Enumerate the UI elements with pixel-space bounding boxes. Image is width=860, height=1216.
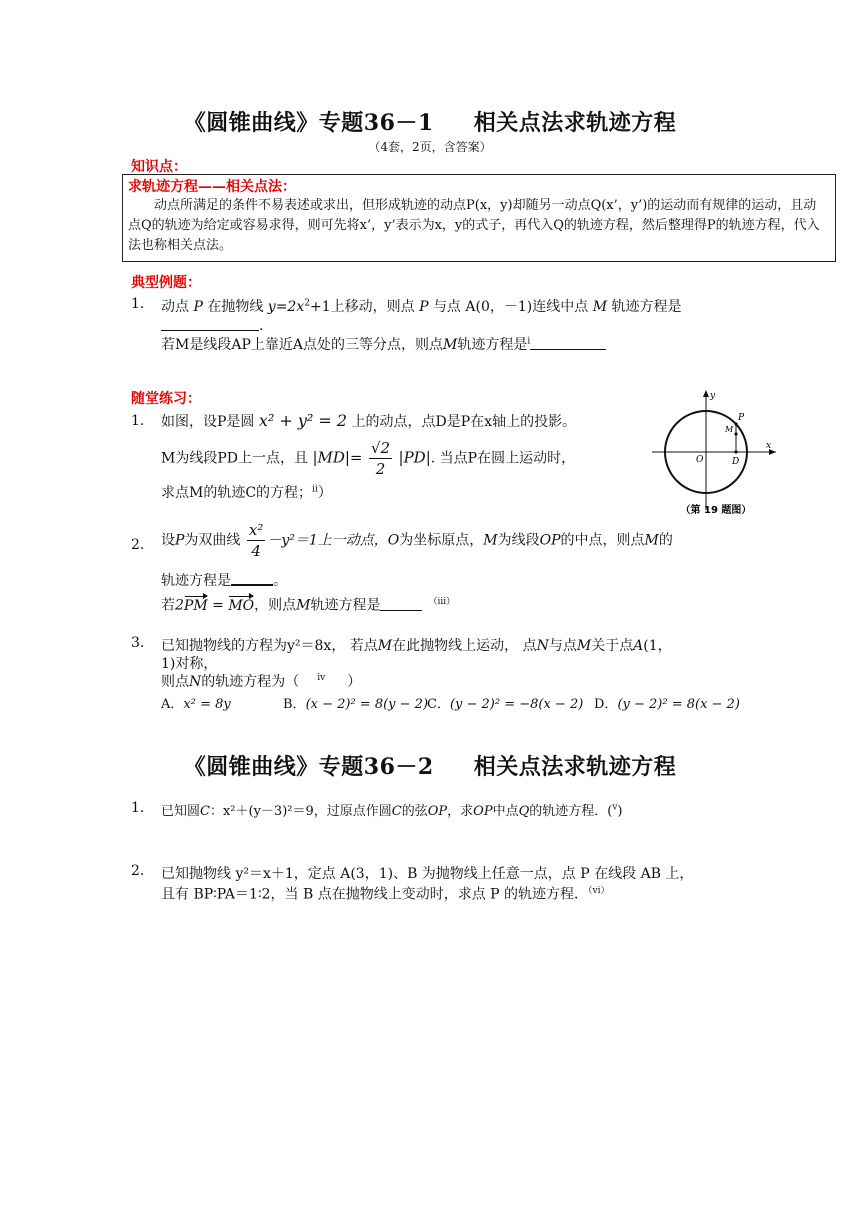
- knowledge-box: [122, 174, 836, 262]
- label-y: y: [710, 391, 716, 401]
- example-1-line-1: 动点 P 在抛物线 $y=2x^2+1$上移动，则点 P 与点 A(0，－1)连线中点 M 轨迹方程是: [161, 298, 682, 315]
- label-o: O: [696, 455, 704, 465]
- title-topic-2: 相关点法求轨迹方程: [473, 754, 677, 780]
- part2-q2-line-2: 且有 BP∶PA＝1∶2，当 B 点在抛物线上变动时，求点 P 的轨迹方程．$^{(vi)}$: [161, 886, 610, 903]
- knowledge-box-text: 动点所满足的条件不易表述或求出，但形成轨迹的动点P(x，y)却随另一动点Q(x’，y’)的运动而有规律的运动，且动点Q的轨迹为给定或容易求得，则可先将x’，y’表示为x，y的式子，再代入Q的轨迹方程，然后整理得P的轨迹方程，代入法也称相关点法。: [128, 198, 820, 253]
- practice-3-number: 3.: [131, 635, 145, 651]
- title-main-2: 《圆锥曲线》专题36－2: [183, 754, 434, 780]
- title-main: 《圆锥曲线》专题36－1: [183, 110, 434, 136]
- practice-3-line-2: 1)对称，: [161, 656, 218, 672]
- knowledge-box-header: 求轨迹方程——相关点法：: [128, 179, 296, 195]
- point-d: [734, 450, 737, 453]
- figure-caption: （第 19 题图）: [680, 505, 752, 516]
- example-1-line-2: 若M是线段AP上靠近A点处的三等分点，则点M轨迹方程是$^i$: [161, 334, 606, 354]
- practice-2-number: 2.: [131, 537, 145, 553]
- practice-1-number: 1.: [131, 413, 145, 429]
- part2-q2-number: 2.: [131, 863, 145, 879]
- practice-3-line-1: 已知抛物线的方程为y²＝8x， 若点M在此抛物线上运动， 点N与点M关于点A(1，: [161, 638, 672, 654]
- circle-figure: [652, 386, 780, 518]
- practice-3-line-3: 则点N的轨迹方程为（ $^{iv}$ ）: [161, 673, 362, 690]
- practice-2-line-1: 设P为双曲线 $\frac{\text{x²}}{4}$ －y²＝1上一动点，O为坐标原点，M为线段OP的中点，则点M的: [161, 521, 673, 560]
- examples-header: 典型例题：: [131, 275, 201, 291]
- title-topic: 相关点法求轨迹方程: [473, 110, 677, 136]
- example-1-answer-blank: .: [161, 318, 263, 334]
- option-a: A．x² = 8y: [161, 697, 231, 712]
- part2-q1-number: 1.: [131, 800, 145, 816]
- subtitle: （4套，2页，含答案）: [368, 140, 492, 154]
- practice-2-line-2: 轨迹方程是 。: [161, 573, 287, 589]
- knowledge-header: 知识点：: [131, 159, 187, 175]
- label-x: x: [766, 441, 772, 451]
- practice-1-line-3: 求点M的轨迹C的方程；$^{ii}$）: [161, 484, 332, 501]
- practice-1-line-2: M为线段PD上一点，且 |MD|= $\frac{√2}{2}$ |PD|. 当点P在圆上运动时，: [161, 439, 576, 478]
- option-d: D．(y − 2)² = 8(x − 2): [594, 697, 740, 712]
- label-p: P: [738, 413, 745, 423]
- part2-q2-line-1: 已知抛物线 y²＝x＋1，定点 A(3，1)、B 为抛物线上任意一点，点 P 在线段 AB 上，: [161, 866, 694, 882]
- option-b: B．(x − 2)² = 8(y − 2): [283, 697, 429, 712]
- practice-header: 随堂练习：: [131, 391, 201, 407]
- option-c: C．(y − 2)² = −8(x − 2): [427, 697, 584, 712]
- practice-1-line-1: 如图，设P是圆 x² + y² = 2 上的动点，点D是P在x轴上的投影。: [161, 411, 577, 430]
- point-m: [734, 432, 737, 435]
- answer-blank: [530, 337, 606, 350]
- page-title: [0, 106, 860, 137]
- practice-3-options: [161, 693, 740, 712]
- answer-blank: [380, 598, 422, 611]
- answer-blank: [161, 318, 259, 331]
- y-axis-arrow: [703, 390, 709, 397]
- part2-q1-text: 已知圆C：x²＋(y－3)²＝9，过原点作圆C的弦OP，求OP中点Q的轨迹方程．($^v$): [161, 802, 623, 819]
- practice-2-line-3: 若2PM = MO，则点M轨迹方程是 $^{(iii)}$: [161, 597, 456, 614]
- page-title-2: [0, 750, 860, 781]
- label-d: D: [732, 457, 740, 467]
- example-1-number: 1.: [131, 296, 145, 312]
- label-m: M: [725, 425, 734, 434]
- answer-blank: [231, 572, 273, 586]
